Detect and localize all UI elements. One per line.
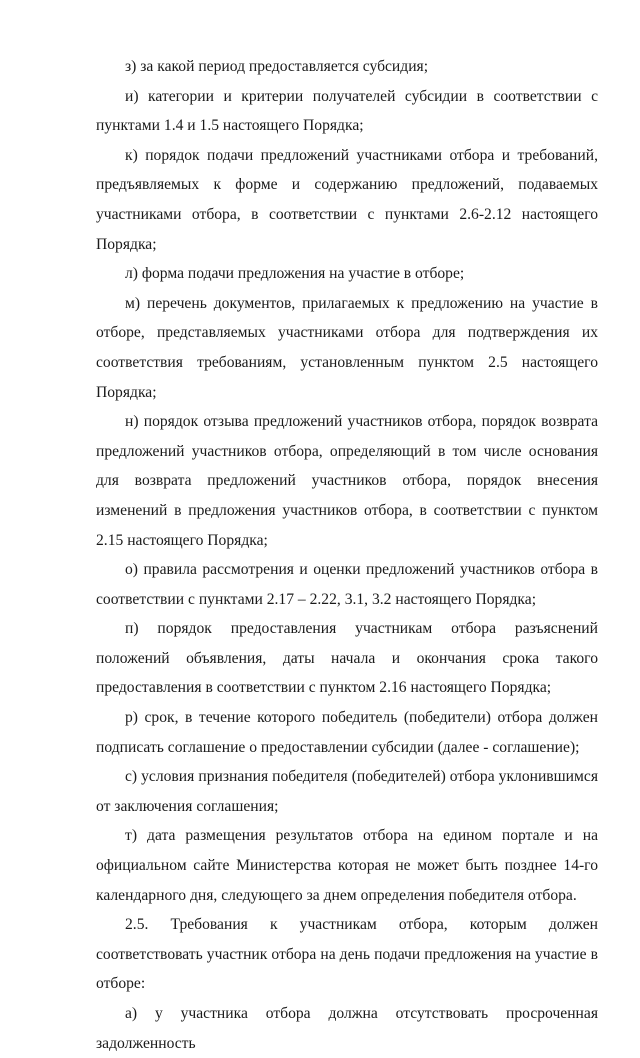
paragraph-r: р) срок, в течение которого победитель (победители) отбора должен подписать соглашение о предоставлении субсидии (далее - соглашение); bbox=[96, 709, 598, 756]
paragraph-m: м) перечень документов, прилагаемых к предложению на участие в отборе, представляемых участниками отбора для подтверждения их соответствия требованиям, установленным пунктом 2.5 настоящего Порядка; bbox=[96, 294, 598, 401]
paragraph-n: н) порядок отзыва предложений участников отбора, порядок возврата предложений участников отбора, определяющий в том числе основания для возврата предложений участников отбора, порядок внесения изменений в предложения участников отбора, в соответствии с пунктом 2.15 настоящего Порядка; bbox=[96, 413, 598, 549]
paragraph-l: л) форма подачи предложения на участие в отборе; bbox=[125, 265, 465, 283]
paragraph-2-5: 2.5. Требования к участникам отбора, которым должен соответствовать участник отбора на день подачи предложения на участие в отборе: bbox=[96, 916, 598, 993]
paragraph-p: п) порядок предоставления участникам отбора разъяснений положений объявления, даты начала и окончания срока такого предоставления в соответствии с пунктом 2.16 настоящего Порядка; bbox=[96, 620, 598, 697]
paragraph-k: к) порядок подачи предложений участниками отбора и требований, предъявляемых к форме и содержанию предложений, подаваемых участниками отбора, в соответствии с пунктами 2.6-2.12 настоящего Порядка; bbox=[96, 146, 598, 253]
paragraph-a: а) у участника отбора должна отсутствовать просроченная задолженность bbox=[96, 1005, 598, 1052]
paragraph-z: з) за какой период предоставляется субсидия; bbox=[125, 58, 429, 75]
paragraph-i: и) категории и критерии получателей субсидии в соответствии с пунктами 1.4 и 1.5 настоящего Порядка; bbox=[96, 87, 598, 135]
document-page bbox=[96, 52, 598, 1058]
paragraph-o: о) правила рассмотрения и оценки предложений участников отбора в соответствии с пунктами 2.17 – 2.22, 3.1, 3.2 настоящего Порядка; bbox=[96, 561, 598, 608]
paragraph-s: с) условия признания победителя (победителей) отбора уклонившимся от заключения соглашения; bbox=[96, 768, 598, 815]
paragraph-t: т) дата размещения результатов отбора на едином портале и на официальном сайте Министерства которая не может быть позднее 14-го календарного дня, следующего за днем определения победителя отбора. bbox=[96, 827, 598, 904]
